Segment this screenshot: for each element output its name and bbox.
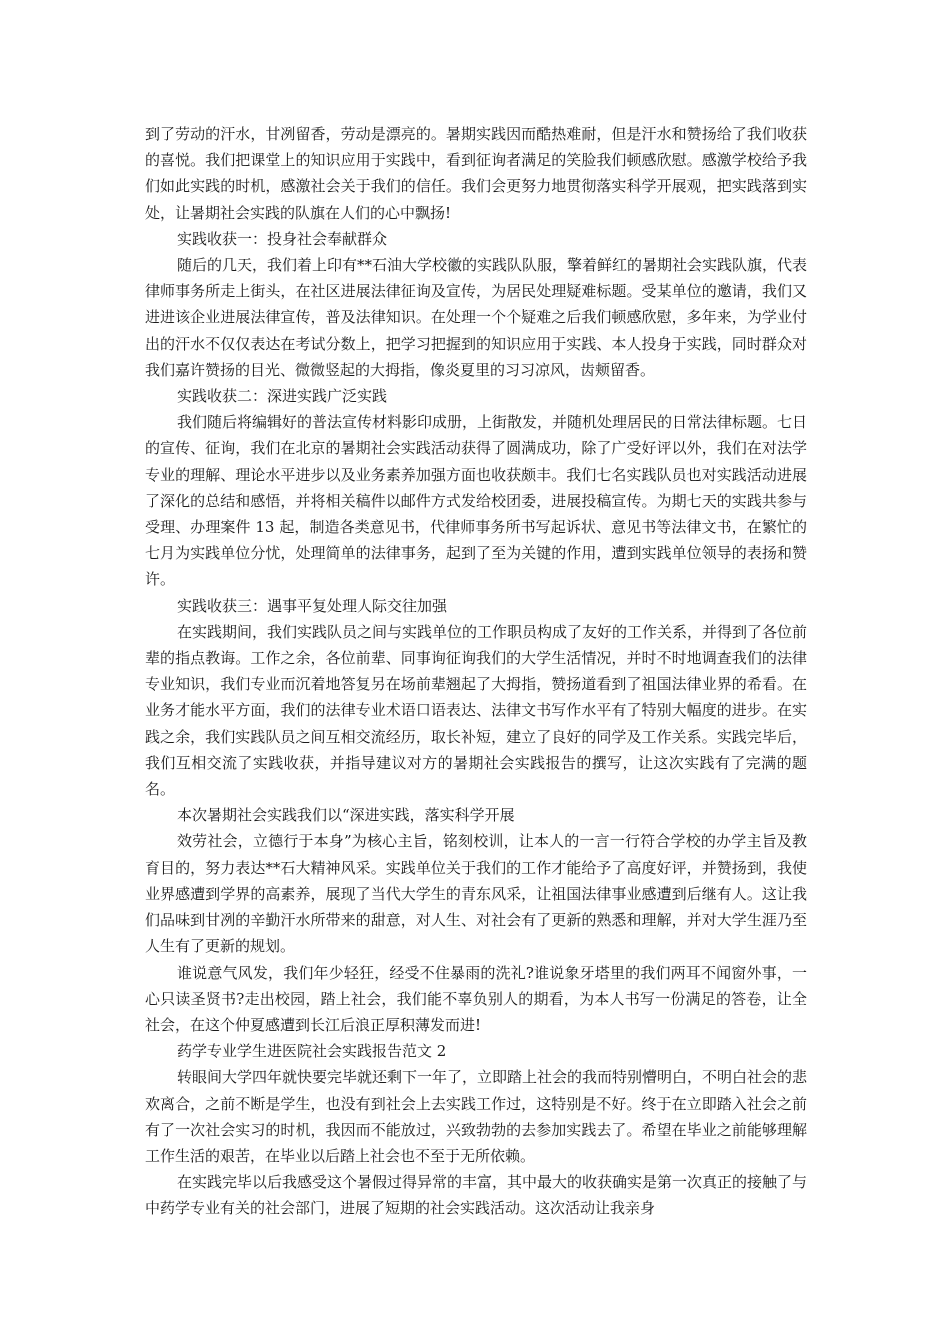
body-paragraph: 在实践完毕以后我感受这个暑假过得异常的丰富，其中最大的收获确实是第一次真正的接触了与中药学专业有关的社会部门，进展了短期的社会实践活动。这次活动让我亲身 [145,1173,808,1218]
body-paragraph: 到了劳动的汗水，甘冽留香，劳动是漂亮的。暑期实践因而酷热难耐，但是汗水和赞扬给了我们收获的喜悦。我们把课堂上的知识应用于实践中，看到征询者满足的笑脸我们顿感欣慰。感激学校给予我们如此实践的时机，感激社会关于我们的信任。我们会更努力地贯彻落实科学开展观，把实践落到实处，让暑期社会实践的队旗在人们的心中飘扬! [145,125,807,222]
body-paragraph: 在实践期间，我们实践队员之间与实践单位的工作职员构成了友好的工作关系，并得到了各位前辈的指点教诲。工作之余，各位前辈、同事询征询我们的大学生活情况，并时不时地调查我们的法律专业知识，我们专业而沉着地答复另在场前辈翘起了大拇指，赞扬道看到了祖国法律业界的希看。在业务才能水平方面，我们的法律专业术语口语表达、法律文书写作水平有了特别大幅度的进步。在实践之余，我们实践队员之间互相交流经历，取长补短，建立了良好的同学及工作关系。实践完毕后，我们互相交流了实践收获，并指导建议对方的暑期社会实践报告的撰写，让这次实践有了完满的题名。 [145,622,808,799]
body-paragraph: 本次暑期社会实践我们以“深进实践，落实科学开展 [177,806,515,825]
section-heading: 实践收获三：遇事平复处理人际交往加强 [177,596,448,615]
document-page [145,121,807,1222]
body-paragraph: 转眼间大学四年就快要完毕就还剩下一年了，立即踏上社会的我而特别懵明白，不明白社会的悲欢离合，之前不断是学生，也没有到社会上去实践工作过，这特别是不好。终于在立即踏入社会之前有了一次社会实习的时机，我因而不能放过，兴致勃勃的去参加实践去了。希望在毕业之前能够理解工作生活的艰苦，在毕业以后踏上社会也不至于无所依赖。 [145,1068,808,1165]
body-paragraph: 效劳社会，立德行于本身”为核心主旨，铭刻校训，让本人的一言一行符合学校的办学主旨及教育目的，努力表达**石大精神风采。实践单位关于我们的工作才能给予了高度好评，并赞扬到，我使业界感遭到学界的高素养，展现了当代大学生的青东风采，让祖国法律事业感遭到后继有人。这让我们品味到甘冽的辛勤汗水所带来的甜意，对人生、对社会有了更新的熟悉和理解，并对大学生涯乃至人生有了更新的规划。 [145,832,807,956]
section-heading: 实践收获二：深进实践广泛实践 [177,387,388,406]
body-paragraph: 随后的几天，我们着上印有**石油大学校徽的实践队队服，擎着鲜红的暑期社会实践队旗，代表律师事务所走上街头，在社区进展法律征询及宣传，为居民处理疑难标题。受某单位的邀请，我们又进进该企业进展法律宣传，普及法律知识。在处理一个个疑难之后我们顿感欣慰，多年来，为学业付出的汗水不仅仅表达在考试分数上，把学习把握到的知识应用于实践、本人投身于实践，同时群众对我们嘉许赞扬的目光、微微竖起的大拇指，像炎夏里的习习凉风，齿颊留香。 [145,256,808,379]
body-paragraph: 谁说意气风发，我们年少轻狂，经受不住暴雨的洗礼?谁说象牙塔里的我们两耳不闻窗外事，一心只读圣贤书?走出校园，踏上社会，我们能不辜负别人的期看，为本人书写一份满足的答卷，让全社会，在这个仲夏感遭到长江后浪正厚积薄发而进! [145,963,807,1034]
body-paragraph: 我们随后将编辑好的普法宣传材料影印成册，上街散发，并随机处理居民的日常法律标题。七日的宣传、征询，我们在北京的暑期社会实践活动获得了圆满成功，除了广受好评以外，我们在对法学专业的理解、理论水平进步以及业务素养加强方面也收获颇丰。我们七名实践队员也对实践活动进展了深化的总结和感悟，并将相关稿件以邮件方式发给校团委，进展投稿宣传。为期七天的实践共参与受理、办理案件 13 起，制造各类意见书，代律师事务所书写起诉状、意见书等法律文书，在繁忙的七月为实践单位分忧，处理简单的法律事务，起到了至为关键的作用，遭到实践单位领导的表扬和赞许。 [145,413,808,589]
section-heading: 实践收获一：投身社会奉献群众 [177,229,388,248]
article-title: 药学专业学生进医院社会实践报告范文 2 [177,1042,447,1061]
